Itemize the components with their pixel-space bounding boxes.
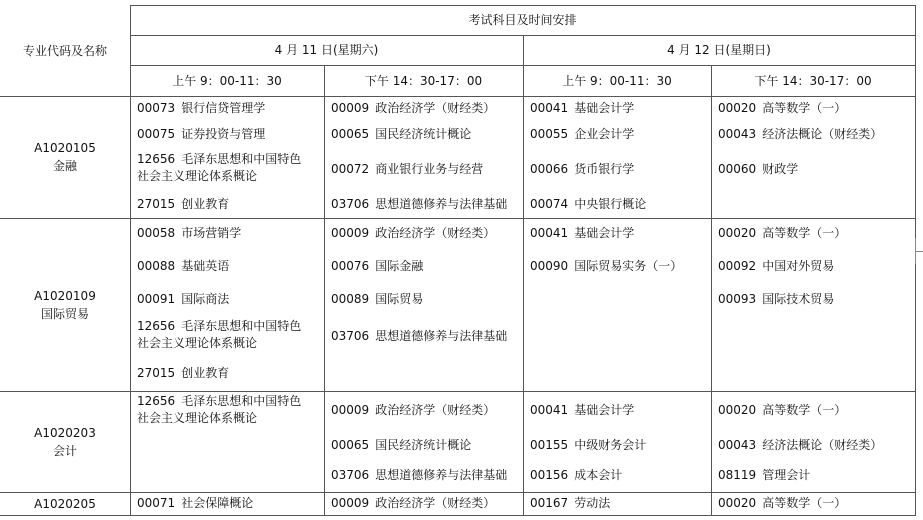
- course-code: 00075: [137, 127, 176, 141]
- course-code: 00020: [718, 403, 757, 417]
- course-entry: [530, 196, 646, 213]
- course-entry: [718, 467, 810, 484]
- day-2-afternoon: 下午 14：30-17：00: [754, 73, 872, 88]
- grid-line: [324, 65, 325, 516]
- course-name: 基础会计学: [574, 101, 635, 115]
- course-entry: [331, 126, 471, 143]
- course-name: 经济法概论（财经类）: [762, 438, 883, 452]
- course-code: 00074: [530, 197, 569, 211]
- grid-line: [0, 96, 915, 97]
- course-entry: [137, 225, 241, 242]
- course-code: 00009: [331, 403, 370, 417]
- course-code: 00009: [331, 101, 370, 115]
- course-entry: [718, 402, 846, 419]
- major-code: A1020205: [34, 497, 96, 511]
- grid-line: [0, 515, 915, 516]
- course-entry: [718, 100, 846, 117]
- course-name: 中国对外贸易: [762, 259, 835, 273]
- course-name-line-2: 社会主义理论体系概论: [137, 336, 258, 350]
- course-code: 00055: [530, 127, 569, 141]
- course-name: 毛泽东思想和中国特色: [181, 319, 302, 333]
- course-name: 国际商法: [181, 292, 230, 306]
- course-code: 00041: [530, 101, 569, 115]
- major-cell-accounting: [0, 391, 130, 492]
- course-code: 00073: [137, 101, 176, 115]
- course-entry: [718, 258, 834, 275]
- edge-marker: [915, 251, 923, 252]
- course-name: 毛泽东思想和中国特色: [181, 394, 302, 408]
- course-code: 00089: [331, 292, 370, 306]
- course-entry: [331, 258, 423, 275]
- course-name: 思想道德修养与法律基础: [375, 197, 508, 211]
- course-name: 成本会计: [574, 468, 623, 482]
- course-entry: [718, 126, 882, 143]
- course-name: 高等数学（一）: [762, 403, 847, 417]
- major-header: 专业代码及名称: [22, 43, 107, 58]
- course-name: 政治经济学（财经类）: [375, 496, 496, 510]
- course-name: 中级财务会计: [574, 438, 647, 452]
- course-entry: [331, 225, 495, 242]
- course-code: 00041: [530, 403, 569, 417]
- course-name: 思想道德修养与法律基础: [375, 468, 508, 482]
- course-code: 00167: [530, 496, 569, 510]
- course-code: 00043: [718, 127, 757, 141]
- course-code: 00076: [331, 259, 370, 273]
- course-entry: [331, 328, 507, 345]
- day-1-afternoon: 下午 14：30-17：00: [364, 73, 483, 88]
- course-entry: [137, 196, 229, 213]
- course-entry: [331, 437, 471, 454]
- course-name: 劳动法: [574, 496, 611, 510]
- course-name: 政治经济学（财经类）: [375, 226, 496, 240]
- course-code: 00093: [718, 292, 757, 306]
- course-code: 27015: [137, 197, 176, 211]
- course-name: 基础会计学: [574, 403, 635, 417]
- course-entry: [331, 495, 495, 512]
- course-entry: [137, 318, 301, 352]
- course-entry: [331, 196, 507, 213]
- course-code: 00088: [137, 259, 176, 273]
- course-code: 00020: [718, 101, 757, 115]
- course-entry: [530, 402, 634, 419]
- course-entry: [530, 126, 634, 143]
- grid-line: [0, 218, 915, 219]
- course-name: 社会保障概论: [181, 496, 254, 510]
- course-code: 00155: [530, 438, 569, 452]
- course-name: 经济法概论（财经类）: [762, 127, 883, 141]
- course-name: 证券投资与管理: [181, 127, 266, 141]
- course-entry: [137, 365, 229, 382]
- course-entry: [137, 495, 253, 512]
- course-code: 00071: [137, 496, 176, 510]
- course-name: 国民经济统计概论: [375, 438, 472, 452]
- course-name: 国际技术贸易: [762, 292, 835, 306]
- grid-line: [711, 65, 712, 516]
- course-entry: [137, 258, 229, 275]
- course-name: 市场营销学: [181, 226, 242, 240]
- course-code: 00072: [331, 162, 370, 176]
- course-name: 财政学: [762, 162, 799, 176]
- course-code: 12656: [137, 152, 176, 166]
- course-code: 00090: [530, 259, 569, 273]
- course-code: 00020: [718, 496, 757, 510]
- course-name: 国民经济统计概论: [375, 127, 472, 141]
- course-code: 00066: [530, 162, 569, 176]
- course-entry: [137, 100, 265, 117]
- course-name: 高等数学（一）: [762, 496, 847, 510]
- course-name: 中央银行概论: [574, 197, 647, 211]
- course-entry: [718, 495, 846, 512]
- course-entry: [331, 467, 507, 484]
- day-1-date: 4 月 11 日(星期六): [274, 43, 379, 57]
- course-code: 00060: [718, 162, 757, 176]
- course-name: 管理会计: [762, 468, 811, 482]
- course-entry: [718, 225, 846, 242]
- course-code: 00009: [331, 226, 370, 240]
- course-name: 国际金融: [375, 259, 424, 273]
- major-code: A1020105: [34, 141, 96, 155]
- grid-line: [0, 492, 915, 493]
- course-code: 03706: [331, 197, 370, 211]
- course-code: 00041: [530, 226, 569, 240]
- schedule-title: 考试科目及时间安排: [468, 13, 577, 27]
- course-name-line-2: 社会主义理论体系概论: [137, 411, 258, 425]
- course-name: 政治经济学（财经类）: [375, 403, 496, 417]
- course-entry: [331, 100, 495, 117]
- course-code: 08119: [718, 468, 757, 482]
- course-code: 00020: [718, 226, 757, 240]
- major-name: 会计: [52, 443, 77, 458]
- course-code: 12656: [137, 319, 176, 333]
- course-name: 毛泽东思想和中国特色: [181, 152, 302, 166]
- course-entry: [530, 225, 634, 242]
- course-code: 00009: [331, 496, 370, 510]
- course-code: 03706: [331, 329, 370, 343]
- day-1-morning: 上午 9：00-11：30: [172, 73, 282, 88]
- course-entry: [718, 161, 798, 178]
- grid-line: [0, 391, 915, 392]
- course-entry: [530, 437, 646, 454]
- major-cell-finance: [0, 96, 130, 218]
- day-2-morning: 上午 9：00-11：30: [562, 73, 672, 88]
- course-name: 创业教育: [181, 197, 230, 211]
- major-name: 国际贸易: [40, 306, 89, 321]
- major-code: A1020203: [34, 425, 96, 440]
- course-name-line-2: 社会主义理论体系概论: [137, 169, 258, 183]
- course-entry: [530, 495, 610, 512]
- course-entry: [137, 151, 301, 185]
- course-code: 12656: [137, 394, 176, 408]
- course-entry: [137, 393, 301, 427]
- course-entry: [530, 258, 682, 275]
- major-code: A1020109: [34, 288, 96, 303]
- course-code: 00043: [718, 438, 757, 452]
- course-name: 基础英语: [181, 259, 230, 273]
- course-name: 国际贸易实务（一）: [574, 259, 683, 273]
- course-name: 高等数学（一）: [762, 101, 847, 115]
- course-entry: [530, 467, 622, 484]
- course-name: 政治经济学（财经类）: [375, 101, 496, 115]
- course-entry: [331, 402, 495, 419]
- course-entry: [137, 126, 265, 143]
- course-entry: [331, 291, 423, 308]
- course-code: 00156: [530, 468, 569, 482]
- course-name: 高等数学（一）: [762, 226, 847, 240]
- course-entry: [530, 100, 634, 117]
- grid-line: [523, 35, 524, 516]
- course-code: 00058: [137, 226, 176, 240]
- major-cell-labor: [0, 492, 130, 516]
- course-code: 03706: [331, 468, 370, 482]
- grid-line: [130, 5, 131, 516]
- course-entry: [530, 161, 634, 178]
- course-entry: [331, 161, 483, 178]
- course-name: 思想道德修养与法律基础: [375, 329, 508, 343]
- course-code: 00092: [718, 259, 757, 273]
- course-name: 企业会计学: [574, 127, 635, 141]
- course-entry: [137, 291, 229, 308]
- course-entry: [718, 291, 834, 308]
- day-2-date: 4 月 12 日(星期日): [667, 43, 771, 57]
- course-name: 基础会计学: [574, 226, 635, 240]
- course-code: 27015: [137, 366, 176, 380]
- major-name: 金融: [52, 159, 77, 173]
- course-name: 创业教育: [181, 366, 230, 380]
- course-code: 00065: [331, 438, 370, 452]
- course-entry: [718, 437, 882, 454]
- course-name: 国际贸易: [375, 292, 424, 306]
- course-name: 货币银行学: [574, 162, 635, 176]
- course-name: 银行信贷管理学: [181, 101, 266, 115]
- course-name: 商业银行业务与经营: [375, 162, 484, 176]
- grid-line: [130, 5, 915, 6]
- course-code: 00091: [137, 292, 176, 306]
- major-cell-intl-trade: [0, 218, 130, 391]
- course-code: 00065: [331, 127, 370, 141]
